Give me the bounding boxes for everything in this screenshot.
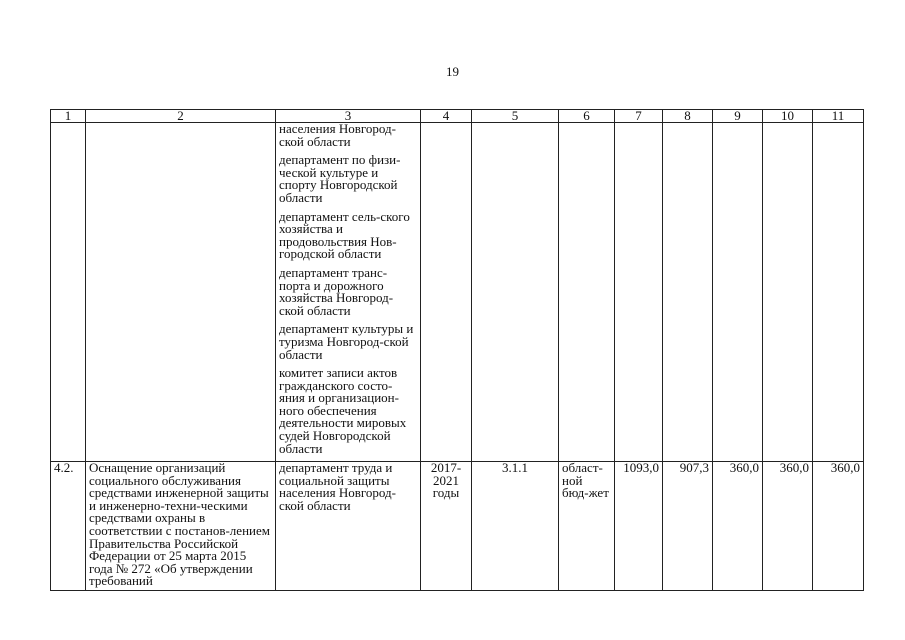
- executor-text: комитет записи актов гражданского состо-яния и организацион-ного обеспечения деятельности мировых судей Новгородской области: [279, 365, 407, 456]
- table-row: [51, 123, 864, 462]
- header-row: [51, 110, 864, 123]
- row-number-cell: [51, 123, 86, 462]
- program-table: [50, 109, 864, 591]
- header-cell: 7: [615, 110, 663, 123]
- header-cell: 6: [559, 110, 615, 123]
- executor-cell: [276, 462, 421, 591]
- executor-text: департамент транс-порта и дорожного хозяйства Новгород-ской области: [279, 264, 394, 318]
- header-cell: 10: [763, 110, 813, 123]
- amount-cell: 360,0: [763, 462, 813, 591]
- period-cell: 2017-2021 годы: [421, 462, 472, 591]
- header-cell: 9: [713, 110, 763, 123]
- header-cell: 1: [51, 110, 86, 123]
- executor-text: населения Новгород-ской области: [279, 121, 396, 149]
- amount-cell: 907,3: [663, 462, 713, 591]
- target-indicator-cell: [472, 123, 559, 462]
- funding-source-cell: област-ной бюд-жет: [559, 462, 615, 591]
- amount-cell: 1093,0: [615, 462, 663, 591]
- target-indicator-cell: 3.1.1: [472, 462, 559, 591]
- amount-cell: [813, 123, 864, 462]
- event-name-cell: [86, 123, 276, 462]
- header-cell: 8: [663, 110, 713, 123]
- amount-cell: 360,0: [713, 462, 763, 591]
- row-number-cell: 4.2.: [51, 462, 86, 591]
- executor-text: департамент по физи-ческой культуре и спорту Новгородской области: [279, 152, 401, 205]
- amount-cell: [615, 123, 663, 462]
- amount-cell: [763, 123, 813, 462]
- amount-cell: [713, 123, 763, 462]
- executor-text: департамент культуры и туризма Новгород-ской области: [279, 321, 414, 362]
- header-cell: 5: [472, 110, 559, 123]
- page-number: 19: [446, 64, 459, 79]
- amount-cell: 360,0: [813, 462, 864, 591]
- header-cell: 4: [421, 110, 472, 123]
- header-cell: 3: [276, 110, 421, 123]
- funding-source-cell: [559, 123, 615, 462]
- header-cell: 2: [86, 110, 276, 123]
- event-name-cell: Оснащение организаций социального обслуживания средствами инженерной защиты и инженерно-техни-ческими средствами охраны в соответствии с постанов-лением Правительства Российской Федерации от 25 марта 2015 года № 272 «Об утверждении требований: [86, 462, 276, 591]
- executor-cell: [276, 123, 421, 462]
- executor-text: департамент сель-ского хозяйства и продовольствия Нов-городской области: [279, 208, 410, 262]
- header-cell: 11: [813, 110, 864, 123]
- period-cell: [421, 123, 472, 462]
- executor-text: департамент труда и социальной защиты населения Новгород-ской области: [279, 460, 396, 513]
- table-row: [51, 462, 864, 591]
- amount-cell: [663, 123, 713, 462]
